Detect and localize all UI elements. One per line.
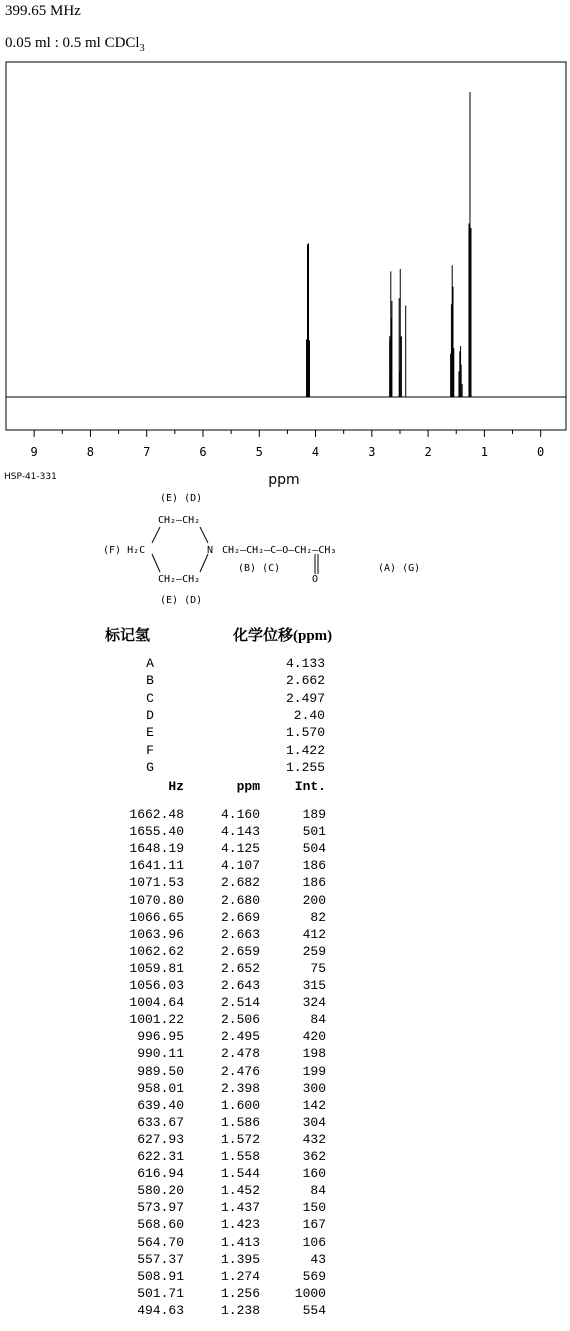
top-position-labels: (E) (D) xyxy=(160,493,203,504)
peak-row-int: 84 xyxy=(310,1183,326,1199)
peak-row-hz: 508.91 xyxy=(137,1268,184,1284)
spectrometer-frequency: 399.65 MHz xyxy=(5,3,81,19)
peak-row-ppm: 1.437 xyxy=(220,1200,260,1216)
chain-labels-bc: (B) (C) xyxy=(238,563,281,574)
peak-row-int: 569 xyxy=(302,1268,326,1284)
peak-row-ppm: 2.663 xyxy=(220,926,260,942)
peak-row-int: 200 xyxy=(302,892,326,908)
chain-labels-ag: (A) (G) xyxy=(378,563,421,574)
shift-table-header-label: 标记氢 xyxy=(105,628,151,644)
peak-row-ppm: 2.659 xyxy=(220,943,260,959)
x-tick-label: 6 xyxy=(199,445,207,459)
peak-header-int: Int. xyxy=(294,779,326,794)
shift-row-value: 2.662 xyxy=(285,673,325,689)
peak-row-hz: 1655.40 xyxy=(129,824,184,840)
x-tick-label: 2 xyxy=(424,445,432,459)
shift-row-label: D xyxy=(146,707,154,723)
peak-row-hz: 1063.96 xyxy=(129,926,184,942)
peak-row-ppm: 2.514 xyxy=(220,995,260,1011)
peak-row-int: 167 xyxy=(302,1217,326,1233)
peak-row-ppm: 2.652 xyxy=(220,960,260,976)
peak-row-ppm: 4.160 xyxy=(220,807,260,822)
shift-row-value: 1.422 xyxy=(285,742,325,758)
peak-row-hz: 622.31 xyxy=(137,1149,184,1164)
peak-row-int: 43 xyxy=(310,1251,326,1267)
peak-row-hz: 564.70 xyxy=(137,1234,184,1250)
x-tick-label: 8 xyxy=(86,445,95,459)
peak-row-ppm: 4.143 xyxy=(220,824,260,840)
peak-row-ppm: 1.238 xyxy=(220,1302,260,1318)
shift-row-label: E xyxy=(146,725,154,741)
peak-row-hz: 1641.11 xyxy=(129,858,184,874)
peak-row-hz: 990.11 xyxy=(137,1046,184,1062)
peak-row-int: 150 xyxy=(302,1200,326,1216)
peak-row-ppm: 2.682 xyxy=(220,875,260,891)
peak-header-ppm: ppm xyxy=(236,779,260,794)
peak-row-ppm: 1.600 xyxy=(220,1097,260,1113)
peak-row-int: 362 xyxy=(302,1149,326,1164)
peak-row-ppm: 2.680 xyxy=(220,892,260,908)
shift-row-label: C xyxy=(146,690,154,706)
peak-row-int: 504 xyxy=(302,841,326,857)
peak-row-int: 300 xyxy=(302,1080,326,1096)
peak-row-ppm: 1.395 xyxy=(220,1251,260,1267)
peak-row-hz: 1004.64 xyxy=(129,995,184,1011)
peak-row-int: 315 xyxy=(302,978,326,993)
peak-row-int: 304 xyxy=(302,1114,326,1130)
peak-row-ppm: 1.452 xyxy=(220,1183,260,1199)
peak-row-ppm: 1.274 xyxy=(220,1268,260,1284)
x-axis-ticks xyxy=(31,430,545,459)
shift-row-value: 4.133 xyxy=(285,656,325,671)
shift-row-label: B xyxy=(146,673,154,689)
peak-row-hz: 616.94 xyxy=(137,1166,184,1182)
left-ring-group: (F) H₂C xyxy=(103,545,146,556)
peak-lines xyxy=(307,92,471,397)
peak-row-hz: 580.20 xyxy=(137,1183,184,1199)
peak-row-hz: 1056.03 xyxy=(129,978,184,993)
peak-row-ppm: 4.125 xyxy=(220,841,260,857)
shift-row-value: 2.497 xyxy=(285,690,325,706)
shift-table-header-shift: 化学位移(ppm) xyxy=(233,628,333,644)
solvent-text: 0.05 ml : 0.5 ml CDCl xyxy=(5,35,140,51)
peak-row-hz: 1066.65 xyxy=(129,909,184,925)
peak-row-hz: 1062.62 xyxy=(129,943,184,959)
peak-row-int: 142 xyxy=(302,1097,326,1113)
peak-row-hz: 1001.22 xyxy=(129,1012,184,1028)
peak-row-int: 259 xyxy=(302,943,326,959)
peak-row-int: 501 xyxy=(302,824,326,840)
peak-row-ppm: 2.398 xyxy=(220,1080,260,1096)
solvent-subscript: 3 xyxy=(139,43,145,54)
peak-row-ppm: 1.413 xyxy=(220,1234,260,1250)
shift-row-label: G xyxy=(146,759,154,775)
peak-row-int: 432 xyxy=(302,1131,326,1147)
shift-row-value: 1.570 xyxy=(285,725,325,741)
peak-row-ppm: 1.256 xyxy=(220,1285,260,1301)
peak-row-ppm: 4.107 xyxy=(220,858,260,874)
x-tick-label: 3 xyxy=(368,445,376,459)
peak-row-hz: 1059.81 xyxy=(129,960,184,976)
x-tick-label: 0 xyxy=(537,445,545,459)
peak-row-hz: 633.67 xyxy=(137,1114,184,1130)
peak-row-int: 324 xyxy=(302,995,326,1011)
peak-row-ppm: 1.572 xyxy=(220,1131,260,1147)
peak-row-int: 554 xyxy=(302,1302,326,1318)
bottom-position-labels: (E) (D) xyxy=(160,595,203,606)
peak-row-int: 186 xyxy=(302,858,326,874)
peak-row-int: 420 xyxy=(302,1029,326,1045)
top-ring-chain: CH₂—CH₂ xyxy=(158,515,201,526)
peak-row-int: 106 xyxy=(302,1234,326,1250)
molecule-structure xyxy=(0,488,570,613)
peak-row-hz: 573.97 xyxy=(137,1200,184,1216)
peak-row-ppm: 2.506 xyxy=(220,1012,260,1028)
peak-row-hz: 1071.53 xyxy=(129,875,184,891)
peak-row-hz: 494.63 xyxy=(137,1302,184,1318)
peak-row-hz: 627.93 xyxy=(137,1131,184,1147)
peak-row-hz: 958.01 xyxy=(137,1080,184,1096)
peak-row-hz: 1662.48 xyxy=(129,807,184,822)
peak-row-int: 199 xyxy=(302,1063,326,1079)
peak-row-hz: 1648.19 xyxy=(129,841,184,857)
peak-row-hz: 989.50 xyxy=(137,1063,184,1079)
peak-row-hz: 501.71 xyxy=(137,1285,184,1301)
peak-row-ppm: 1.558 xyxy=(220,1149,260,1164)
x-axis-label: ppm xyxy=(268,472,300,488)
peak-row-hz: 557.37 xyxy=(137,1251,184,1267)
peak-row-int: 1000 xyxy=(294,1285,326,1301)
peak-row-hz: 639.40 xyxy=(137,1097,184,1113)
x-tick-label: 5 xyxy=(255,445,263,459)
peak-row-int: 75 xyxy=(310,960,326,976)
shift-row-label: F xyxy=(146,742,154,758)
plot-frame xyxy=(6,62,566,430)
peak-row-ppm: 1.544 xyxy=(220,1166,260,1182)
x-tick-label: 1 xyxy=(480,445,489,459)
peak-row-int: 160 xyxy=(302,1166,326,1182)
peak-row-int: 84 xyxy=(310,1012,326,1028)
peak-row-ppm: 2.478 xyxy=(220,1046,260,1062)
peak-row-int: 189 xyxy=(302,807,326,822)
shift-row-label: A xyxy=(146,656,154,671)
peak-row-int: 198 xyxy=(302,1046,326,1062)
shift-row-value: 2.40 xyxy=(293,707,325,723)
x-tick-label: 4 xyxy=(311,445,320,459)
peak-row-hz: 1070.80 xyxy=(129,892,184,908)
peak-row-hz: 996.95 xyxy=(137,1029,184,1045)
peak-row-ppm: 2.476 xyxy=(220,1063,260,1079)
ester-chain: CH₂—CH₂—C—O—CH₂—CH₃ xyxy=(222,545,337,556)
peak-row-ppm: 1.586 xyxy=(220,1114,260,1130)
bottom-ring-chain: CH₂—CH₂ xyxy=(158,574,201,585)
carbonyl-oxygen: O xyxy=(312,574,319,585)
peak-row-hz: 568.60 xyxy=(137,1217,184,1233)
peak-row-ppm: 1.423 xyxy=(220,1217,260,1233)
peak-row-ppm: 2.495 xyxy=(220,1029,260,1045)
peak-header-hz: Hz xyxy=(168,779,184,794)
shift-row-value: 1.255 xyxy=(285,759,325,775)
peak-row-ppm: 2.643 xyxy=(220,978,260,993)
x-tick-label: 7 xyxy=(143,445,151,459)
nitrogen-atom: N xyxy=(207,545,214,556)
peak-row-int: 82 xyxy=(310,909,326,925)
peak-row-int: 412 xyxy=(302,926,326,942)
peak-row-ppm: 2.669 xyxy=(220,909,260,925)
x-tick-label: 9 xyxy=(30,445,38,459)
sample-code: HSP-41-331 xyxy=(4,472,57,482)
peak-row-int: 186 xyxy=(302,875,326,891)
